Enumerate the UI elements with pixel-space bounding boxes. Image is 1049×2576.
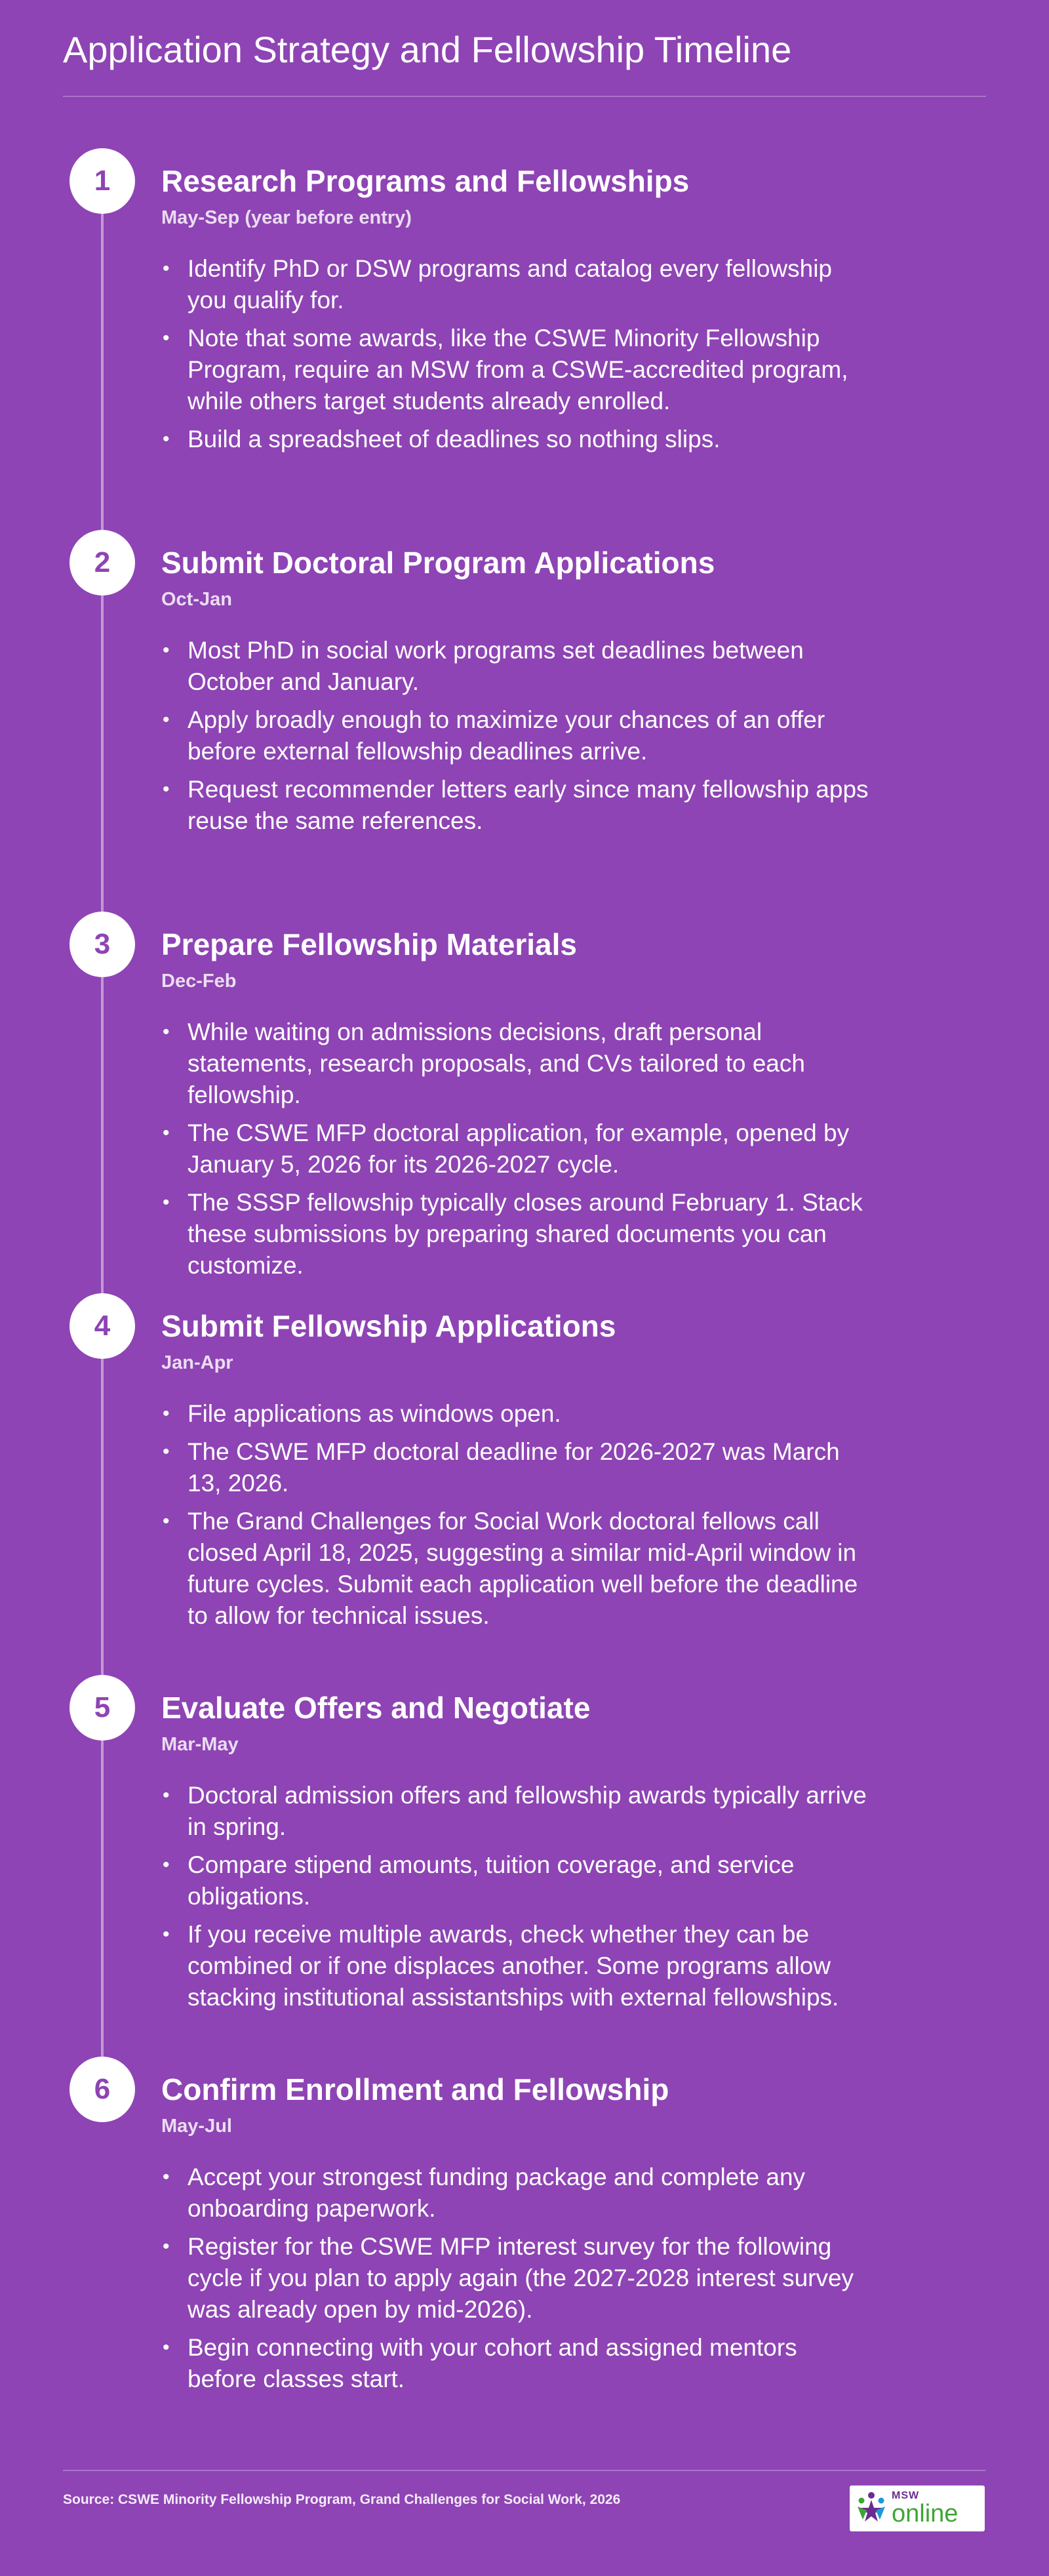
logo-msw-text: MSW (892, 2490, 920, 2501)
step-period: May-Sep (year before entry) (161, 207, 412, 228)
bullet-icon: • (163, 327, 170, 349)
step-list (161, 253, 869, 455)
source-note: Source: CSWE Minority Fellowship Program, Grand Challenges for Social Work, 2026 (63, 2492, 621, 2507)
bullet-icon: • (163, 258, 170, 279)
step-title: Submit Doctoral Program Applications (161, 546, 715, 580)
timeline-line (101, 180, 104, 2093)
step-period: Mar-May (161, 1734, 239, 1755)
step-list (161, 2162, 869, 2395)
step-period: May-Jul (161, 2116, 232, 2137)
step-list (161, 1016, 869, 1281)
step-content (161, 1308, 869, 1638)
step-list (161, 1780, 869, 2013)
bullet-icon: • (163, 1441, 170, 1462)
list-item: • Identify PhD or DSW programs and catalog every fellowship you qualify for. (161, 253, 869, 316)
list-item: • Compare stipend amounts, tuition coverage, and service obligations. (161, 1849, 869, 1912)
bullet-icon: • (163, 639, 170, 661)
bullet-icon: • (163, 1021, 170, 1043)
bullet-icon: • (163, 2236, 170, 2257)
people-star-icon (855, 2491, 888, 2526)
step-period: Dec-Feb (161, 971, 237, 992)
list-item: • Doctoral admission offers and fellowship awards typically arrive in spring. (161, 1780, 869, 1843)
bullet-icon: • (163, 1510, 170, 1532)
bullet-icon: • (163, 778, 170, 800)
page-title: Application Strategy and Fellowship Timeline (63, 29, 792, 70)
bullet-icon: • (163, 709, 170, 731)
list-item: • The Grand Challenges for Social Work doctoral fellows call closed April 18, 2025, suggesting a similar mid-April window in future cycles. Submit each application well before the deadline to allow for technical issues. (161, 1506, 869, 1632)
list-item: • File applications as windows open. (161, 1398, 869, 1430)
bullet-icon: • (163, 1784, 170, 1806)
list-item: • Accept your strongest funding package and complete any onboarding paperwork. (161, 2162, 869, 2224)
list-item: • Register for the CSWE MFP interest survey for the following cycle if you plan to apply again (the 2027-2028 interest survey was already open by mid-2026). (161, 2231, 869, 2325)
list-item: • Request recommender letters early since many fellowship apps reuse the same references. (161, 774, 869, 837)
step-period: Jan-Apr (161, 1352, 233, 1373)
list-item: • The CSWE MFP doctoral deadline for 2026-2027 was March 13, 2026. (161, 1436, 869, 1499)
header-divider (63, 96, 986, 97)
step-content (161, 2071, 869, 2402)
bullet-icon: • (163, 428, 170, 450)
bullet-icon: • (163, 1854, 170, 1876)
list-item: • Note that some awards, like the CSWE Minority Fellowship Program, require an MSW from a CSWE-accredited program, while others target students already enrolled. (161, 323, 869, 417)
step-list (161, 635, 869, 837)
step-title: Evaluate Offers and Negotiate (161, 1691, 591, 1725)
list-item: • Most PhD in social work programs set deadlines between October and January. (161, 635, 869, 698)
bullet-icon: • (163, 1923, 170, 1945)
bullet-icon: • (163, 1122, 170, 1144)
list-item: • If you receive multiple awards, check whether they can be combined or if one displaces another. Some programs allow stacking institutional assistantships with external fellowships. (161, 1919, 869, 2013)
msw-online-logo (850, 2485, 985, 2531)
list-item: • Begin connecting with your cohort and assigned mentors before classes start. (161, 2332, 869, 2395)
step-title: Research Programs and Fellowships (161, 164, 690, 198)
footer-divider (63, 2470, 986, 2471)
step-list (161, 1398, 869, 1632)
bullet-icon: • (163, 1403, 170, 1424)
step-content (161, 926, 869, 1288)
step-title: Prepare Fellowship Materials (161, 927, 578, 961)
step-number-badge: 6 (69, 2057, 135, 2122)
step-title: Submit Fellowship Applications (161, 1309, 616, 1343)
step-number-badge: 5 (69, 1675, 135, 1741)
step-number-badge: 2 (69, 530, 135, 595)
list-item: • The SSSP fellowship typically closes around February 1. Stack these submissions by preparing shared documents you can customize. (161, 1187, 869, 1281)
bullet-icon: • (163, 2166, 170, 2188)
list-item: • While waiting on admissions decisions, draft personal statements, research proposals, and CVs tailored to each fellowship. (161, 1016, 869, 1111)
list-item: • Apply broadly enough to maximize your chances of an offer before external fellowship deadlines arrive. (161, 704, 869, 767)
step-content (161, 1689, 869, 2020)
bullet-icon: • (163, 2337, 170, 2358)
step-number-badge: 1 (69, 148, 135, 214)
logo-online-text: online (892, 2500, 959, 2527)
bullet-icon: • (163, 1192, 170, 1213)
step-content (161, 163, 869, 462)
step-number-badge: 3 (69, 912, 135, 977)
step-content (161, 544, 869, 843)
step-period: Oct-Jan (161, 589, 232, 610)
list-item: • Build a spreadsheet of deadlines so nothing slips. (161, 424, 869, 455)
step-title: Confirm Enrollment and Fellowship (161, 2072, 669, 2106)
step-number-badge: 4 (69, 1293, 135, 1359)
list-item: • The CSWE MFP doctoral application, for example, opened by January 5, 2026 for its 2026-2027 cycle. (161, 1117, 869, 1180)
logo-wordmark (892, 2491, 958, 2526)
